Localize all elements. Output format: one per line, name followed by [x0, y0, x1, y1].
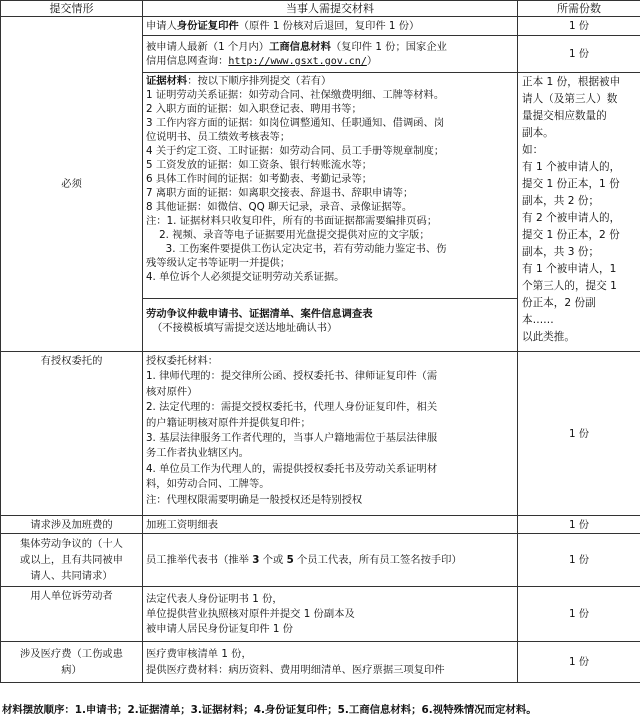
row-employer: [1, 587, 640, 642]
copies-line: 有 2 个被申请人的，: [522, 212, 621, 224]
evidence-line: 7 离职方面的证据：如离职交接表、辞退书、辞职申请等；: [146, 187, 414, 199]
copies-line: 提交 1 份正本，2 份: [522, 229, 620, 241]
copies-line: 有 1 个被申请人的，: [522, 161, 621, 173]
business-post: （复印件 1 份；国家企业: [330, 40, 447, 53]
required-label: 必须: [1, 17, 143, 352]
copies-line: 副本，共 2 份；: [522, 195, 600, 207]
evidence-note: 注：1. 证据材料只收复印件，所有的书面证据都需要编排页码；: [146, 215, 438, 227]
row-medical: [1, 642, 640, 683]
header-materials: 当事人需提交材料: [143, 1, 518, 17]
copies-line: 副本，共 3 份；: [522, 246, 600, 258]
evidence-note: 残等级认定书等证明一并提供；: [146, 257, 291, 269]
business-copies: 1 份: [518, 36, 640, 73]
employer-line: 被申请人居民身份证复印件 1 份: [146, 622, 293, 635]
header-row: [1, 1, 640, 17]
authorized-copies: 1 份: [518, 352, 640, 516]
row-collective: [1, 534, 640, 587]
evidence-title-post: ：按以下顺序排列提交（若有）: [187, 75, 332, 87]
evidence-note: 3. 工伤案件要提供工伤认定决定书，若有劳动能力鉴定书、伤: [146, 243, 447, 255]
business-pre: 被申请人最新（1 个月内）: [146, 40, 270, 53]
copies-line: 量提交相应数量的: [522, 110, 607, 122]
form-bold: 劳动争议仲裁申请书、证据清单、案件信息调查表: [146, 308, 373, 320]
copies-line: 个第三人的，提交 1: [522, 280, 617, 292]
collective-num-3: 3: [252, 554, 260, 566]
collective-label: [1, 534, 143, 587]
medical-materials: [143, 642, 518, 683]
authorized-line: 务工作者执业辖区内。: [146, 447, 249, 460]
employer-copies: 1 份: [518, 587, 640, 642]
authorized-label: 有授权委托的: [1, 352, 143, 516]
application-copies: 1 份: [518, 17, 640, 36]
copies-line: 份正本，2 份副: [522, 297, 596, 309]
business-line2: 信用信息网查询：: [146, 54, 229, 67]
medical-label: [1, 642, 143, 683]
application-pre: 申请人: [146, 20, 177, 32]
copies-line: 有 1 个被申请人，1: [522, 263, 617, 275]
authorized-line: 的户籍证明核对原件并提供复印件；: [146, 416, 311, 429]
medical-copies: 1 份: [518, 642, 640, 683]
row-overtime: [1, 516, 640, 534]
authorized-line: 注：代理权限需要明确是一般授权还是特别授权: [146, 493, 363, 506]
employer-line: 法定代表人身份证明书 1 份，: [146, 592, 283, 605]
evidence-line: 2 入职方面的证据：如入职登记表、聘用书等；: [146, 103, 362, 115]
authorized-line: 核对原件）: [146, 385, 198, 398]
form-sub: （不接模板填写需提交送达地址确认书）: [152, 322, 338, 334]
evidence-line: 4 关于约定工资、工时证据：如劳动合同、员工手册等规章制度；: [146, 145, 445, 157]
copies-line: 请人（及第三人）数: [522, 93, 618, 105]
overtime-label: 请求涉及加班费的: [1, 516, 143, 534]
collective-label-line: 集体劳动争议的（十人: [20, 538, 123, 550]
collective-mid: 个或: [259, 554, 287, 566]
evidence-line: 6 具体工作时间的证据：如考勤表、考勤记录等；: [146, 173, 373, 185]
materials-order-footer: 材料摆放顺序：1.申请书；2.证据清单；3.证据材料；4.身份证复印件；5.工商信息材料；6.视特殊情况而定材料。: [2, 704, 537, 716]
gsxt-link[interactable]: http://www.gsxt.gov.cn/: [228, 55, 367, 67]
evidence-line: 1 证明劳动关系证据：如劳动合同、社保缴费明细、工牌等材料。: [146, 89, 445, 101]
evidence-line: 8 其他证据：如微信、QQ 聊天记录，录音、录像证据等。: [146, 201, 413, 213]
form-materials: [143, 299, 518, 352]
header-situation: 提交情形: [1, 1, 143, 17]
application-materials: [143, 17, 518, 36]
employer-materials: [143, 587, 518, 642]
evidence-title: 证据材料: [146, 75, 188, 87]
application-post: （原件 1 份核对后退回，复印件 1 份）: [238, 20, 420, 32]
collective-post: 个员工代表，所有员工签名按手印）: [293, 554, 462, 566]
evidence-copies: [518, 73, 640, 352]
authorized-line: 3. 基层法律服务工作者代理的，当事人户籍地需位于基层法律服: [146, 432, 438, 445]
medical-line: 医疗费审核清单 1 份，: [146, 648, 252, 660]
copies-line: 正本 1 份，根据被申: [522, 76, 621, 88]
business-materials: [143, 36, 518, 73]
header-copies: 所需份数: [518, 1, 640, 17]
evidence-line: 3 工作内容方面的证据：如岗位调整通知、任职通知、借调函、岗: [146, 117, 445, 129]
copies-line: 副本。: [522, 127, 554, 139]
authorized-line: 4. 单位员工作为代理人的，需提供授权委托书及劳动关系证明材: [146, 462, 438, 475]
medical-line: 提供医疗费材料：病历资料、费用明细清单、医疗票据三项复印件: [146, 664, 445, 676]
evidence-note: 4. 单位诉个人必须提交证明劳动关系证据。: [146, 271, 345, 283]
evidence-materials: [143, 73, 518, 299]
overtime-materials: 加班工资明细表: [143, 516, 518, 534]
authorized-line: 授权委托材料：: [146, 355, 219, 367]
business-bold: 工商信息材料: [269, 40, 331, 53]
copies-line: 提交 1 份正本，1 份: [522, 178, 620, 190]
authorized-line: 料，如劳动合同、工牌等。: [146, 478, 270, 491]
collective-materials: [143, 534, 518, 587]
copies-line: 如：: [522, 144, 544, 156]
business-url-close: ）: [366, 54, 378, 67]
authorized-line: 2. 法定代理的：需提交授权委托书，代理人身份证复印件，相关: [146, 401, 438, 414]
application-bold: 身份证复印件: [176, 20, 239, 32]
collective-pre: 员工推举代表书（推举: [146, 554, 253, 566]
authorized-line: 1. 律师代理的：提交律所公函、授权委托书、律师证复印件（需: [146, 370, 438, 383]
copies-line: 本……: [522, 314, 554, 326]
evidence-line: 5 工资发放的证据：如工资条、银行转账流水等；: [146, 159, 373, 171]
collective-label-line: 请人、共同请求）: [30, 570, 113, 582]
authorized-materials: [143, 352, 518, 516]
evidence-note: 2. 视频、录音等电子证据要用光盘提交提供对应的文字版；: [146, 229, 430, 241]
employer-line: 单位提供营业执照核对原件并提交 1 份副本及: [146, 607, 355, 620]
medical-label-line: 病）: [61, 664, 82, 676]
collective-copies: 1 份: [518, 534, 640, 587]
copies-line: 以此类推。: [522, 331, 575, 343]
medical-label-line: 涉及医疗费（工伤或患: [20, 648, 123, 660]
overtime-copies: 1 份: [518, 516, 640, 534]
collective-num-5: 5: [286, 554, 294, 566]
employer-label: 用人单位诉劳动者: [1, 587, 143, 642]
evidence-line: 位说明书、员工绩效考核表等；: [146, 131, 291, 143]
row-application: [1, 17, 640, 36]
row-authorized: [1, 352, 640, 516]
collective-label-line: 或以上，且有共同被申: [20, 554, 123, 566]
